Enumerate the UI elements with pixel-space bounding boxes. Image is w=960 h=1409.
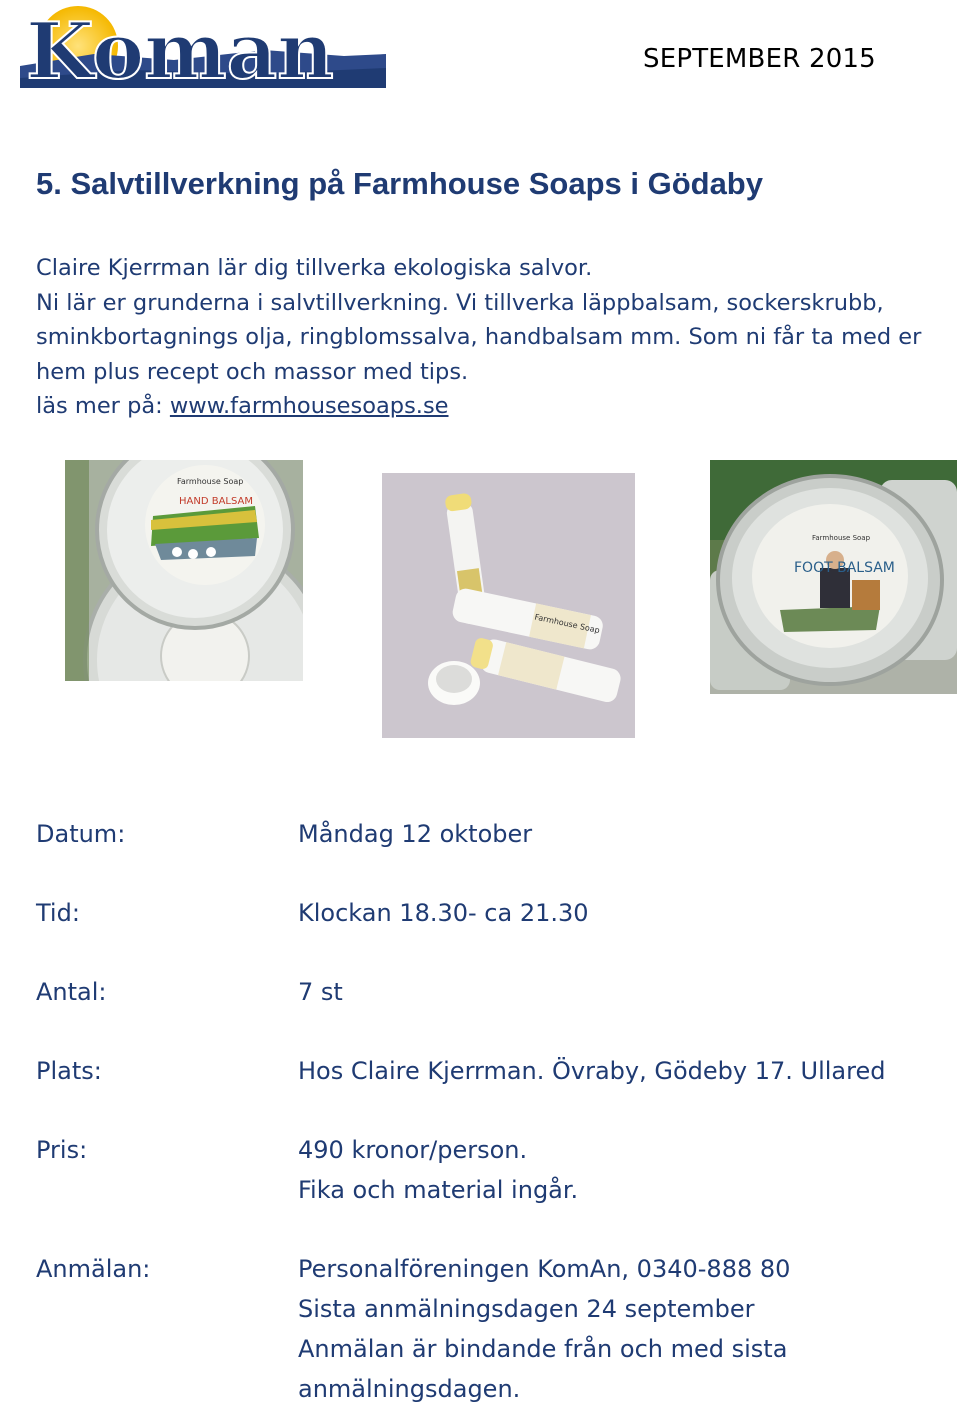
tid-label: Tid: — [36, 899, 80, 927]
datum-label: Datum: — [36, 820, 126, 848]
read-more-line — [36, 389, 936, 424]
footbalsam-product-text: FOOT BALSAM — [794, 560, 895, 576]
anmalan-value-2: Sista anmälningsdagen 24 september — [298, 1295, 755, 1323]
pris-label: Pris: — [36, 1136, 88, 1164]
intro-line-2: Ni lär er grunderna i salvtillverkning. Vi tillverka läppbalsam, sockerskrubb, sminkbortagnings olja, ringblomssalva, handbalsam mm. Som ni får ta med er hem plus recept och massor med tips. — [36, 289, 922, 385]
antal-label: Antal: — [36, 978, 107, 1006]
anmalan-value-3: Anmälan är bindande från och med sista — [298, 1335, 788, 1363]
intro-text — [36, 251, 936, 424]
lipbalm-label-text: Farmhouse Soap — [533, 612, 601, 636]
read-more-prefix: läs mer på: — [36, 393, 170, 419]
datum-value: Måndag 12 oktober — [298, 820, 533, 848]
issue-date: SEPTEMBER 2015 — [643, 44, 876, 74]
anmalan-value-1: Personalföreningen KomAn, 0340-888 80 — [298, 1255, 791, 1283]
logo-text: Koman — [26, 6, 334, 96]
pris-value-1: 490 kronor/person. — [298, 1136, 528, 1164]
intro-line-1: Claire Kjerrman lär dig tillverka ekologiska salvor. — [36, 255, 593, 281]
tin-brand-text: Farmhouse Soap — [177, 477, 244, 486]
antal-value: 7 st — [298, 978, 343, 1006]
hand-balsam-photo — [65, 460, 303, 681]
foot-balsam-photo — [710, 460, 957, 694]
pris-value-2: Fika och material ingår. — [298, 1176, 579, 1204]
tin-product-text: HAND BALSAM — [179, 496, 253, 507]
tid-value: Klockan 18.30- ca 21.30 — [298, 899, 589, 927]
koman-logo — [14, 4, 388, 96]
anmalan-value-4: anmälningsdagen. — [298, 1375, 521, 1403]
plats-label: Plats: — [36, 1057, 102, 1085]
footbalsam-brand-text: Farmhouse Soap — [812, 534, 871, 542]
plats-value: Hos Claire Kjerrman. Övraby, Gödeby 17. Ullared — [298, 1057, 886, 1085]
lip-balm-photo — [382, 473, 635, 738]
anmalan-label: Anmälan: — [36, 1255, 151, 1283]
website-link[interactable]: www.farmhousesoaps.se — [169, 393, 449, 419]
page-title: 5. Salvtillverkning på Farmhouse Soaps i Gödaby — [36, 166, 763, 201]
